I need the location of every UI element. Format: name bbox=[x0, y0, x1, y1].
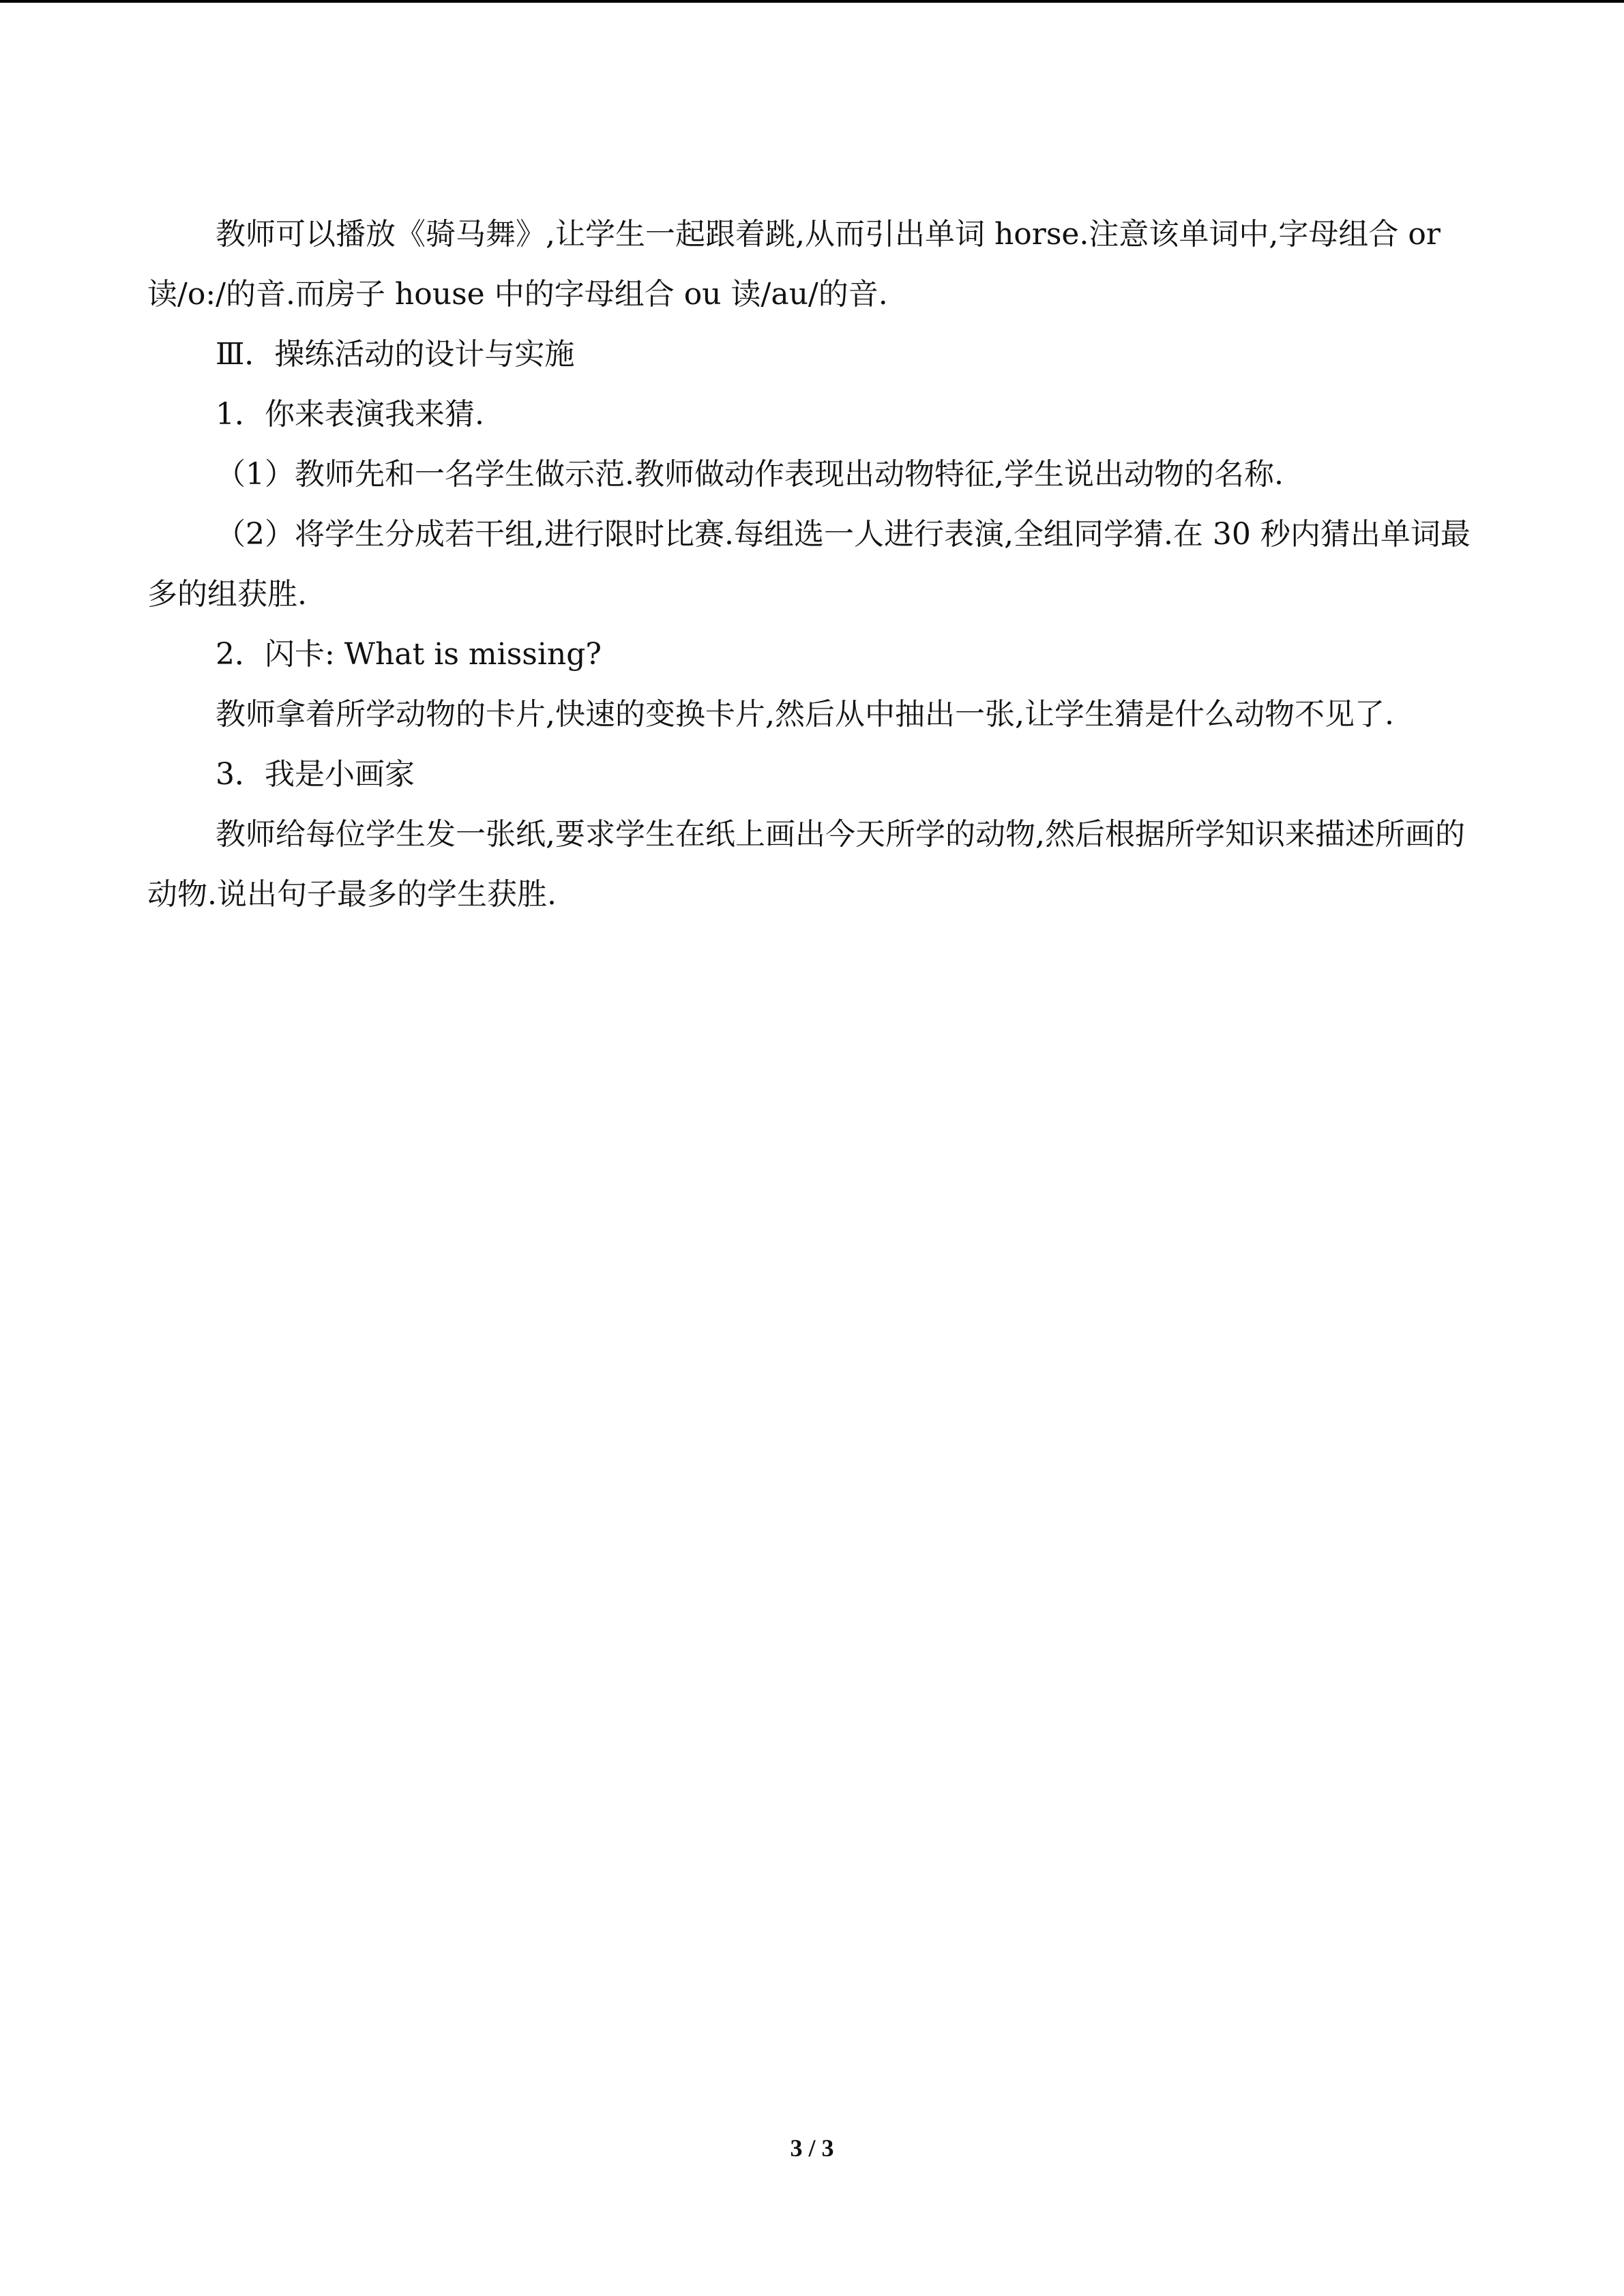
paragraph-horse-dance: 教师可以播放《骑马舞》,让学生一起跟着跳,从而引出单词 horse.注意该单词中,字母组合 or 读/o:/的音.而房子 house 中的字母组合 ou 读/au/的音. bbox=[147, 217, 1441, 312]
paragraph-flash-cards: 教师拿着所学动物的卡片,快速的变换卡片,然后从中抽出一张,让学生猜是什么动物不见了. bbox=[216, 697, 1394, 732]
document-body bbox=[147, 205, 1477, 925]
top-border-rule bbox=[0, 0, 1624, 3]
page-number: 3 / 3 bbox=[790, 2134, 834, 2162]
heading-flash-cards: 2．闪卡: What is missing? bbox=[216, 637, 602, 672]
paragraph-group-competition: （2）将学生分成若干组,进行限时比赛.每组选一人进行表演,全组同学猜.在 30 秒内猜出单词最多的组获胜. bbox=[147, 517, 1471, 612]
heading-little-painter: 3．我是小画家 bbox=[216, 757, 415, 792]
heading-act-and-guess: 1．你来表演我来猜. bbox=[216, 397, 484, 432]
heading-drill-activities: Ⅲ．操练活动的设计与实施 bbox=[216, 337, 575, 372]
paragraph-little-painter: 教师给每位学生发一张纸,要求学生在纸上画出今天所学的动物,然后根据所学知识来描述所画的动物.说出句子最多的学生获胜. bbox=[147, 817, 1465, 912]
paragraph-demonstration: （1）教师先和一名学生做示范.教师做动作表现出动物特征,学生说出动物的名称. bbox=[216, 457, 1284, 492]
